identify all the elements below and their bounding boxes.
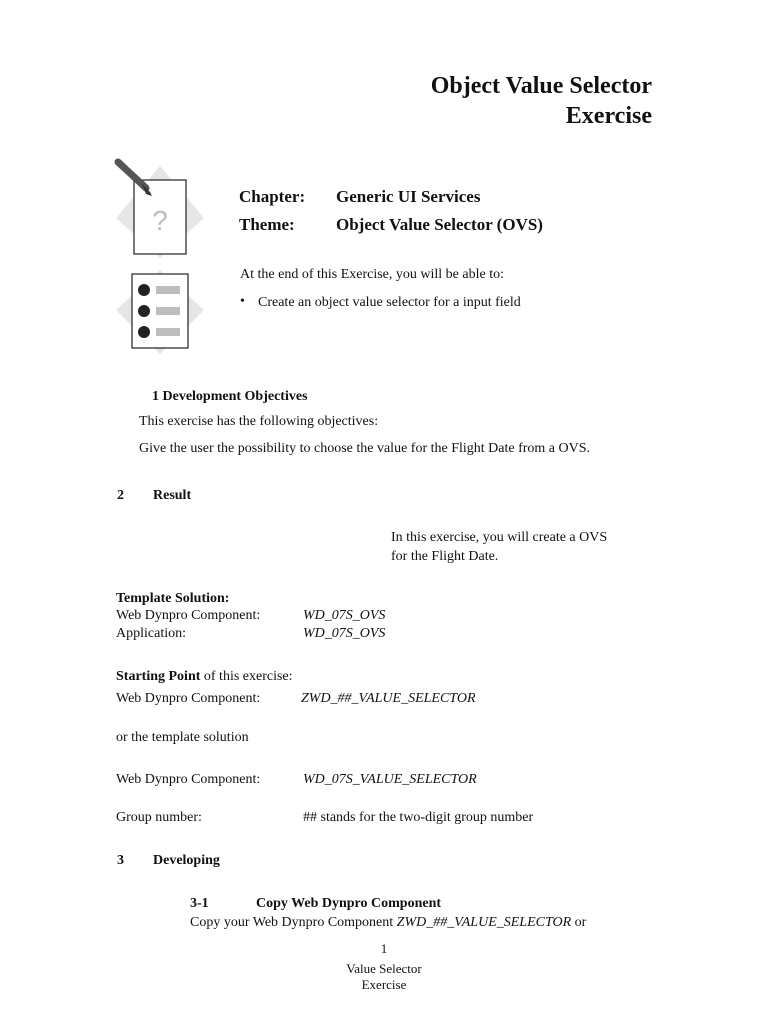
alt-component-value: WD_07S_VALUE_SELECTOR [303, 772, 477, 787]
section-1-line2: Give the user the possibility to choose the value for the Flight Date from a OVS. [139, 441, 591, 456]
chapter-label: Chapter: [239, 187, 306, 206]
footer-line2: Exercise [361, 977, 407, 992]
template-component-label: Web Dynpro Component: [116, 608, 261, 623]
result-line2: for the Flight Date. [391, 549, 499, 564]
intro-text: At the end of this Exercise, you will be able to: [240, 267, 504, 282]
section-2-heading: Result [153, 488, 192, 503]
section-1-line1: This exercise has the following objectives: [139, 414, 379, 429]
objective-bullet: Create an object value selector for a input field [258, 295, 521, 310]
subsection-heading: Copy Web Dynpro Component [256, 896, 442, 911]
starting-point-rest: of this exercise: [200, 669, 293, 684]
pencil-question-icon [112, 158, 208, 262]
starting-point-bold: Starting Point [116, 669, 201, 684]
theme-value: Object Value Selector (OVS) [336, 215, 543, 234]
group-number-value: ## stands for the two-digit group number [303, 810, 534, 825]
result-line1: In this exercise, you will create a OVS [391, 530, 608, 545]
template-heading: Template Solution: [116, 591, 230, 606]
theme-label: Theme: [239, 215, 295, 234]
subsection-text-b: or [571, 915, 587, 930]
section-3-heading: Developing [153, 853, 220, 868]
subsection-text-a: Copy your Web Dynpro Component [190, 915, 397, 930]
alt-component-label: Web Dynpro Component: [116, 772, 261, 787]
subsection-text-italic: ZWD_##_VALUE_SELECTOR [396, 915, 572, 930]
or-template-text: or the template solution [116, 730, 249, 745]
starting-component-value: ZWD_##_VALUE_SELECTOR [301, 691, 476, 706]
checklist-icon [112, 268, 208, 358]
group-number-label: Group number: [116, 810, 202, 825]
page-title: Object Value Selector [430, 73, 652, 99]
subsection-text [190, 915, 586, 931]
chapter-value: Generic UI Services [336, 187, 481, 206]
template-application-value: WD_07S_OVS [303, 626, 386, 641]
page-subtitle: Exercise [565, 103, 652, 129]
subsection-number: 3-1 [190, 896, 209, 911]
section-1-heading: 1 Development Objectives [152, 389, 308, 404]
starting-component-label: Web Dynpro Component: [116, 691, 261, 706]
section-2-number: 2 [117, 488, 124, 503]
footer-line1: Value Selector [346, 961, 422, 976]
starting-point-heading [116, 669, 293, 685]
template-component-value: WD_07S_OVS [303, 608, 386, 623]
template-application-label: Application: [116, 626, 186, 641]
svg-text:?: ? [152, 205, 168, 236]
section-3-number: 3 [117, 853, 124, 868]
bullet-dot: • [240, 294, 245, 309]
page-number: 1 [380, 941, 388, 956]
